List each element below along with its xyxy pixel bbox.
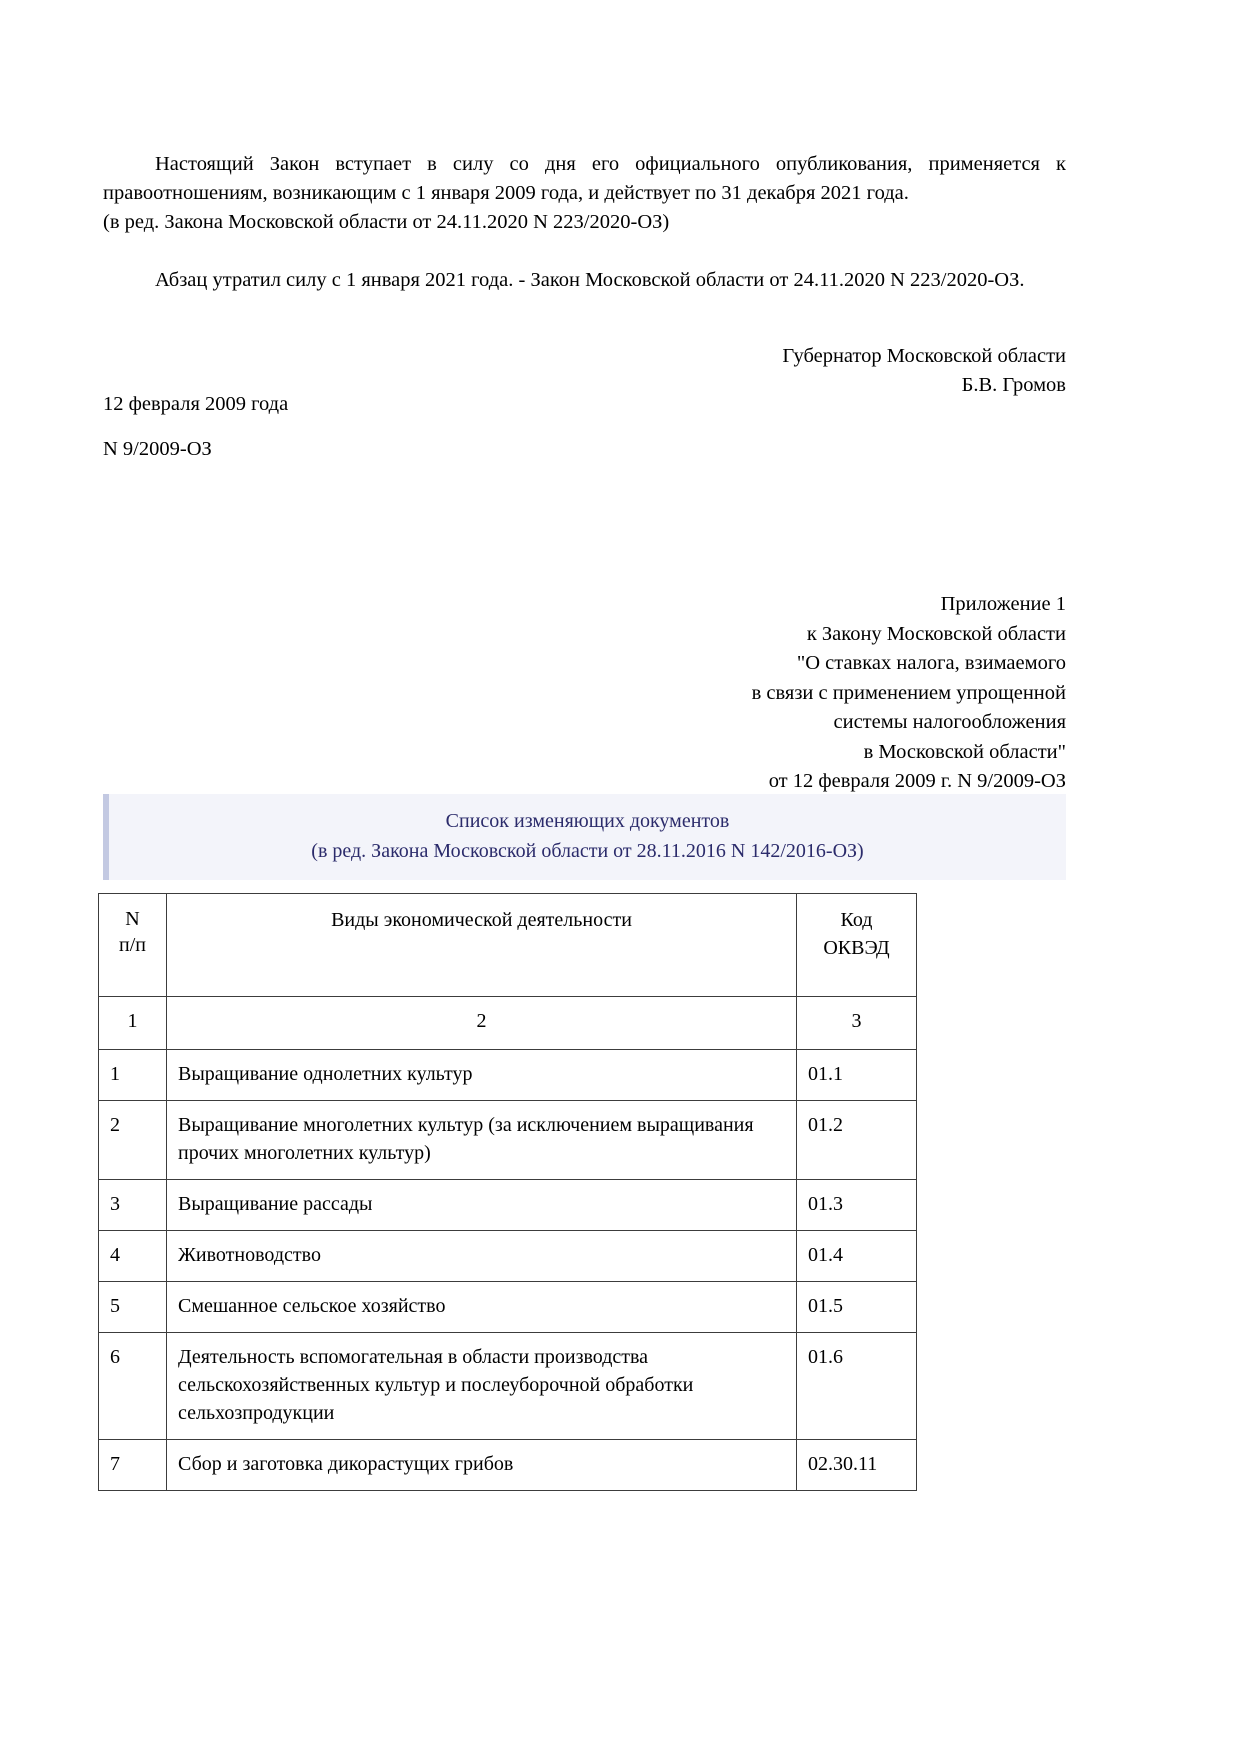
table-body xyxy=(99,1050,917,1491)
table-header-number-line1: N xyxy=(125,908,140,930)
signatory-name: Б.В. Громов xyxy=(961,374,1066,396)
table-cell-number: 2 xyxy=(99,1101,167,1180)
changing-documents-note xyxy=(103,794,1066,880)
table-column-legend-1: 1 xyxy=(99,997,167,1050)
table-cell-number: 3 xyxy=(99,1180,167,1231)
paragraph-revision-note: (в ред. Закона Московской области от 24.11.2020 N 223/2020-ОЗ) xyxy=(103,211,670,233)
changing-documents-title: Список изменяющих документов xyxy=(445,810,730,832)
table-cell-activity: Выращивание рассады xyxy=(167,1180,797,1231)
table-cell-number: 6 xyxy=(99,1333,167,1440)
appendix-line-law: к Закону Московской области xyxy=(806,622,1066,645)
table-header-number-line2: п/п xyxy=(119,934,146,956)
okved-table xyxy=(98,893,917,1491)
table-row xyxy=(99,1282,917,1333)
table-cell-code: 01.4 xyxy=(797,1231,917,1282)
document-body xyxy=(103,150,1066,295)
table-cell-number: 7 xyxy=(99,1440,167,1491)
appendix-line-law-title-2: в связи с применением упрощенной xyxy=(751,681,1066,704)
table-row xyxy=(99,1180,917,1231)
table-cell-number: 1 xyxy=(99,1050,167,1101)
table-cell-activity: Выращивание однолетних культур xyxy=(167,1050,797,1101)
table-header-okved-code: Код ОКВЭД xyxy=(797,894,917,997)
paragraph-spacer xyxy=(103,237,1066,266)
table-row xyxy=(99,1101,917,1180)
table-cell-code: 01.6 xyxy=(797,1333,917,1440)
table-header-activity-kind: Виды экономической деятельности xyxy=(167,894,797,997)
table-cell-code: 02.30.11 xyxy=(797,1440,917,1491)
table-column-legend-row xyxy=(99,997,917,1050)
table-row xyxy=(99,1050,917,1101)
table-cell-code: 01.2 xyxy=(797,1101,917,1180)
appendix-caption xyxy=(103,590,1066,797)
appendix-line-law-date: от 12 февраля 2009 г. N 9/2009-ОЗ xyxy=(768,770,1066,792)
table-cell-activity: Животноводство xyxy=(167,1231,797,1282)
table-cell-code: 01.1 xyxy=(797,1050,917,1101)
changing-documents-revision: (в ред. Закона Московской области от 28.11.2016 N 142/2016-ОЗ) xyxy=(311,840,864,862)
table-cell-activity: Смешанное сельское хозяйство xyxy=(167,1282,797,1333)
signatory-title: Губернатор Московской области xyxy=(782,345,1066,367)
appendix-line-law-title-3: системы налогообложения xyxy=(833,711,1066,733)
table-column-legend-3: 3 xyxy=(797,997,917,1050)
table-cell-activity: Деятельность вспомогательная в области производства сельскохозяйственных культур и послеуборочной обработки сельхозпродукции xyxy=(167,1333,797,1440)
table-row xyxy=(99,1440,917,1491)
table-header-row xyxy=(99,894,917,997)
document-date: 12 февраля 2009 года xyxy=(103,393,289,415)
table-cell-activity: Сбор и заготовка дикорастущих грибов xyxy=(167,1440,797,1491)
table-row xyxy=(99,1231,917,1282)
appendix-line-title: Приложение 1 xyxy=(940,593,1066,615)
appendix-line-law-title-4: в Московской области" xyxy=(863,740,1066,763)
table-cell-activity: Выращивание многолетних культур (за исключением выращивания прочих многолетних культур) xyxy=(167,1101,797,1180)
table-header-number xyxy=(99,894,167,997)
table-cell-number: 4 xyxy=(99,1231,167,1282)
table-column-legend-2: 2 xyxy=(167,997,797,1050)
table-cell-code: 01.3 xyxy=(797,1180,917,1231)
table-cell-code: 01.5 xyxy=(797,1282,917,1333)
paragraph-effective-date: Настоящий Закон вступает в силу со дня его официального опубликования, применяется к правоотношениям, возникающим с 1 января 2009 года, и действует по 31 декабря 2021 года. xyxy=(103,153,1066,204)
table-row xyxy=(99,1333,917,1440)
table-cell-number: 5 xyxy=(99,1282,167,1333)
document-number: N 9/2009-ОЗ xyxy=(103,438,212,460)
appendix-line-law-title-1: "О ставках налога, взимаемого xyxy=(796,652,1066,674)
paragraph-repealed-clause: Абзац утратил силу с 1 января 2021 года. - Закон Московской области от 24.11.2020 N 223/2020-ОЗ. xyxy=(155,269,1025,291)
